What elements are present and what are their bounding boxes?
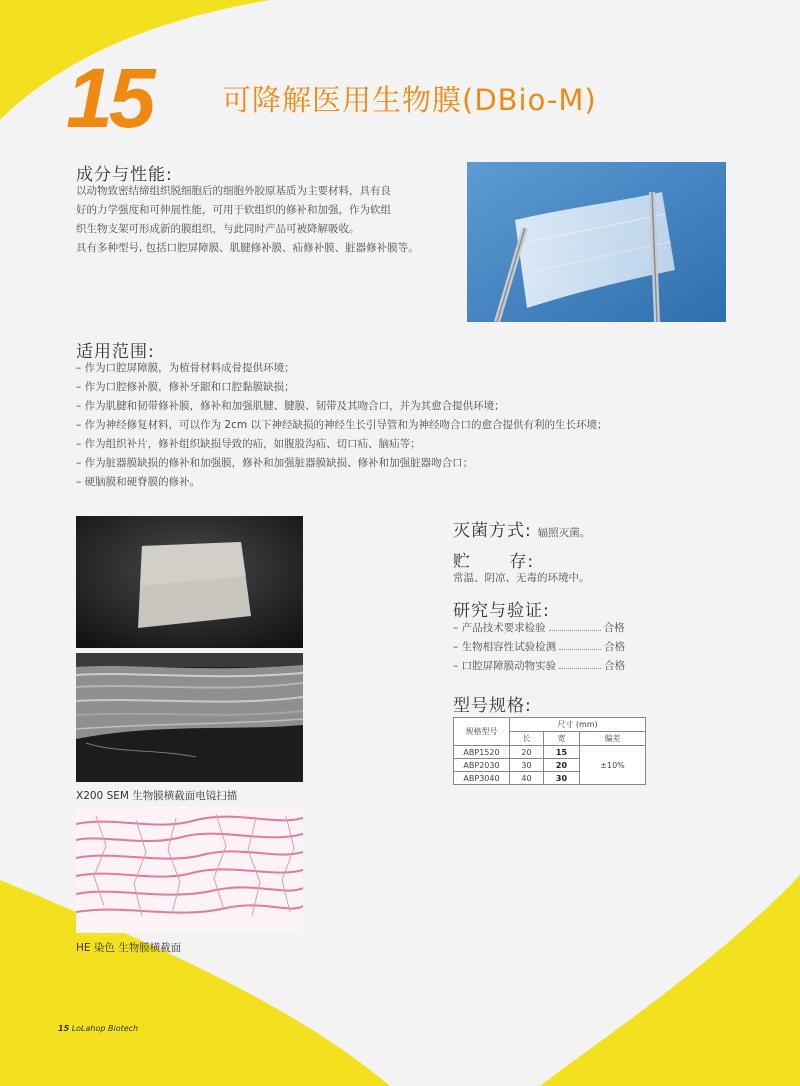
sterilization-value: 辐照灭菌。 xyxy=(537,527,591,539)
sterilization-block xyxy=(453,516,590,541)
model-cell: ABP1520 xyxy=(454,746,510,759)
validation-row xyxy=(453,637,625,656)
footer-company: LoLahop Biotech xyxy=(71,1024,139,1033)
he-image xyxy=(76,806,303,933)
col-model-header: 规格型号 xyxy=(454,718,510,746)
leader-dots xyxy=(559,644,601,650)
list-item: – 作为口腔修补膜，修补牙龈和口腔黏膜缺损； xyxy=(76,381,295,393)
he-caption: HE 染色 生物膜横截面 xyxy=(76,942,182,954)
validation-row xyxy=(453,618,625,637)
width-cell: 30 xyxy=(543,772,579,785)
validation-result: 合格 xyxy=(603,622,625,634)
list-item: – 作为肌腱和韧带修补膜，修补和加强肌腱、腱膜、韧带及其吻合口，并为其愈合提供环境； xyxy=(76,400,505,412)
validation-label: – 口腔屏障膜动物实验 xyxy=(453,660,557,672)
list-item: – 硬脑膜和硬脊膜的修补。 xyxy=(76,476,201,488)
product-photo xyxy=(467,162,726,322)
page-number: 15 xyxy=(66,51,152,145)
sem-image xyxy=(76,653,303,782)
width-cell: 15 xyxy=(543,746,579,759)
composition-line: 具有多种型号, 包括口腔屏障膜、肌腱修补膜、疝修补膜、脏器修补膜等。 xyxy=(76,242,419,254)
membrane-photo xyxy=(76,516,303,648)
validation-label: – 生物相容性试验检测 xyxy=(453,641,557,653)
composition-line: 织生物支架可形成新的膜组织，与此同时产品可被降解吸收。 xyxy=(76,223,360,235)
tolerance-cell: ±10% xyxy=(580,746,646,785)
sterilization-heading: 灭菌方式: xyxy=(453,521,532,541)
validation-result: 合格 xyxy=(604,641,626,653)
validation-row xyxy=(453,656,625,675)
page-title: 可降解医用生物膜(DBio-M) xyxy=(222,83,597,117)
validation-result: 合格 xyxy=(604,660,626,672)
composition-line: 好的力学强度和可伸展性能，可用于软组织的修补和加强，作为软组 xyxy=(76,204,391,216)
list-item: – 作为神经修复材料，可以作为 2cm 以下神经缺损的神经生长引导管和为神经吻合口的愈合提供有利的生长环境； xyxy=(76,419,608,431)
validation-heading: 研究与验证: xyxy=(453,601,550,621)
col-tolerance-header: 偏差 xyxy=(580,732,646,746)
list-item: – 作为组织补片，修补组织缺损导致的疝，如腹股沟疝、切口疝、脑疝等； xyxy=(76,438,421,450)
list-item: – 作为口腔屏障膜，为植骨材料成骨提供环境； xyxy=(76,362,295,374)
width-cell: 20 xyxy=(543,759,579,772)
validation-list xyxy=(453,618,625,675)
length-cell: 40 xyxy=(510,772,544,785)
storage-value: 常温、阴凉、无毒的环境中。 xyxy=(453,572,590,584)
length-cell: 30 xyxy=(510,759,544,772)
applications-list xyxy=(76,359,607,492)
composition-line: 以动物致密结缔组织脱细胞后的细胞外胶原基质为主要材料，具有良 xyxy=(76,185,391,197)
table-row xyxy=(454,746,646,759)
model-cell: ABP3040 xyxy=(454,772,510,785)
model-cell: ABP2030 xyxy=(454,759,510,772)
sem-caption: X200 SEM 生物膜横截面电镜扫描 xyxy=(76,790,238,802)
validation-label: – 产品技术要求检验 xyxy=(453,622,546,634)
col-length-header: 长 xyxy=(510,732,544,746)
composition-heading: 成分与性能: xyxy=(76,165,173,185)
specs-table xyxy=(453,717,646,785)
col-width-header: 宽 xyxy=(543,732,579,746)
specs-heading: 型号规格: xyxy=(453,696,532,716)
leader-dots xyxy=(549,625,601,631)
length-cell: 20 xyxy=(510,746,544,759)
applications-heading: 适用范围: xyxy=(76,342,155,362)
composition-text xyxy=(76,182,436,258)
list-item: – 作为脏器膜缺损的修补和加强膜，修补和加强脏器膜缺损、修补和加强脏器吻合口； xyxy=(76,457,474,469)
col-size-header: 尺寸 (mm) xyxy=(510,718,646,732)
leader-dots xyxy=(559,663,601,669)
footer xyxy=(58,1024,138,1033)
footer-page-number: 15 xyxy=(58,1024,70,1033)
storage-heading: 贮 存: xyxy=(453,552,535,572)
